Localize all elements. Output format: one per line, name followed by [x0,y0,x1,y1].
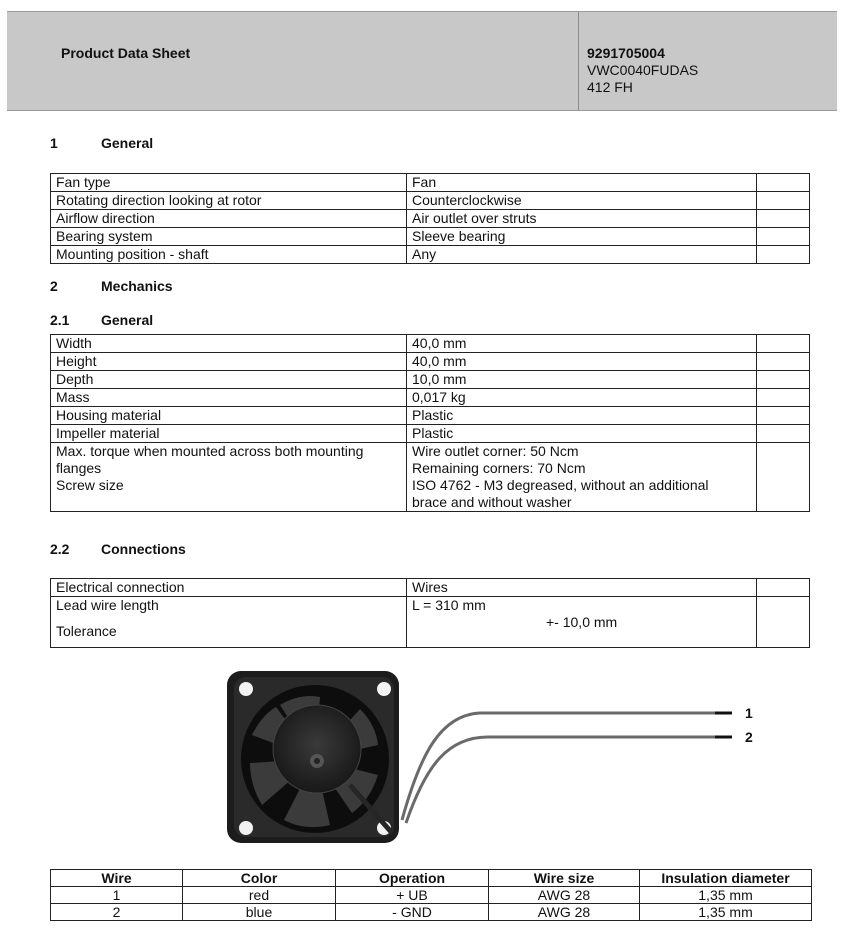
table-row [51,597,810,648]
section-1-heading [50,135,153,151]
lead-wire-values [407,597,757,648]
product-identifiers [587,45,698,96]
row-label: Housing material [51,407,407,425]
row-value: Plastic [407,407,757,425]
section-title: Mechanics [101,278,173,294]
row-label: Depth [51,371,407,389]
table-row [51,335,810,353]
mounting-hole-icon [239,682,253,696]
tolerance-value: +- 10,0 mm [546,614,618,630]
column-header: Insulation diameter [640,870,812,887]
section-title: General [101,312,154,328]
section-2-1-heading [50,312,153,328]
row-value: Any [407,246,757,264]
lead-wire-labels [51,597,407,648]
part-number: 9291705004 [587,45,665,61]
table-row [51,228,810,246]
table-cell: AWG 28 [489,904,640,921]
column-header: Wire [51,870,183,887]
wires-table [50,869,812,921]
torque-label-line: Max. torque when mounted across both mounting [56,443,364,459]
row-value: Wires [407,579,757,597]
table-cell: 1 [51,887,183,904]
row-value: 40,0 mm [407,353,757,371]
row-extra [757,389,810,407]
row-extra [757,228,810,246]
torque-label-line: flanges [56,460,102,476]
row-label: Airflow direction [51,210,407,228]
table-row [51,353,810,371]
wire-2 [406,737,715,823]
row-label: Bearing system [51,228,407,246]
row-value: Plastic [407,425,757,443]
wire-2-label: 2 [745,729,753,745]
table-row [51,174,810,192]
torque-label [51,443,407,512]
variant-name: 412 FH [587,79,633,95]
table-cell: 1,35 mm [640,887,812,904]
document-header [7,11,837,111]
table-row [51,210,810,228]
table-cell: - GND [336,904,489,921]
model-name: VWC0040FUDAS [587,62,699,78]
row-value: 40,0 mm [407,335,757,353]
table-row [51,425,810,443]
table-row [51,887,812,904]
row-label: Electrical connection [51,579,407,597]
torque-value [407,443,757,512]
row-value: Fan [407,174,757,192]
column-header: Color [183,870,336,887]
table-row [51,407,810,425]
section-number: 2.2 [50,541,70,557]
screw-size-label: Screw size [56,477,124,493]
lead-wire-length-value: L = 310 mm [412,597,486,613]
section-title: General [101,135,154,151]
row-value: Air outlet over struts [407,210,757,228]
row-extra [757,425,810,443]
column-header: Wire size [489,870,640,887]
section-number: 2 [50,278,58,294]
row-label: Fan type [51,174,407,192]
torque-value-line: Wire outlet corner: 50 Ncm [412,443,579,459]
table-cell: AWG 28 [489,887,640,904]
document-title: Product Data Sheet [61,45,191,61]
row-label: Impeller material [51,425,407,443]
row-value: Counterclockwise [407,192,757,210]
table-row [51,904,812,921]
section-2-2-heading [50,541,186,557]
row-extra [757,335,810,353]
row-label: Mass [51,389,407,407]
row-extra [757,210,810,228]
mounting-hole-icon [239,821,253,835]
torque-row [51,443,810,512]
wire-1 [402,713,715,820]
section-number: 2.1 [50,312,70,328]
table-cell: red [183,887,336,904]
column-header: Operation [336,870,489,887]
lead-wire-length-label: Lead wire length [56,597,159,613]
header-divider [578,12,579,110]
row-label: Rotating direction looking at rotor [51,192,407,210]
wire-1-label: 1 [745,705,753,721]
mounting-hole-icon [377,682,391,696]
table-row [51,192,810,210]
screw-size-value: brace and without washer [412,494,572,510]
table-header-row [51,870,812,887]
table-cell: 2 [51,904,183,921]
table-row [51,579,810,597]
fan-hub [273,705,361,793]
row-extra [757,371,810,389]
table-cell: blue [183,904,336,921]
row-extra [757,443,810,512]
row-label: Height [51,353,407,371]
row-value: 10,0 mm [407,371,757,389]
fan-image [220,665,780,855]
row-extra [757,579,810,597]
row-value: 0,017 kg [407,389,757,407]
table-cell: + UB [336,887,489,904]
row-label: Width [51,335,407,353]
screw-size-value: ISO 4762 - M3 degreased, without an additional [412,477,709,493]
row-value: Sleeve bearing [407,228,757,246]
section-number: 1 [50,135,58,151]
connections-table [50,578,810,648]
row-extra [757,407,810,425]
mechanics-table [50,334,810,512]
row-extra [757,246,810,264]
tolerance-label: Tolerance [56,623,117,639]
row-extra [757,353,810,371]
row-extra [757,174,810,192]
torque-value-line: Remaining corners: 70 Ncm [412,460,586,476]
table-cell: 1,35 mm [640,904,812,921]
row-label: Mounting position - shaft [51,246,407,264]
row-extra [757,192,810,210]
general-table [50,173,810,264]
table-row [51,246,810,264]
table-row [51,371,810,389]
section-2-heading [50,278,173,294]
section-title: Connections [101,541,186,557]
table-row [51,389,810,407]
row-extra [757,597,810,648]
